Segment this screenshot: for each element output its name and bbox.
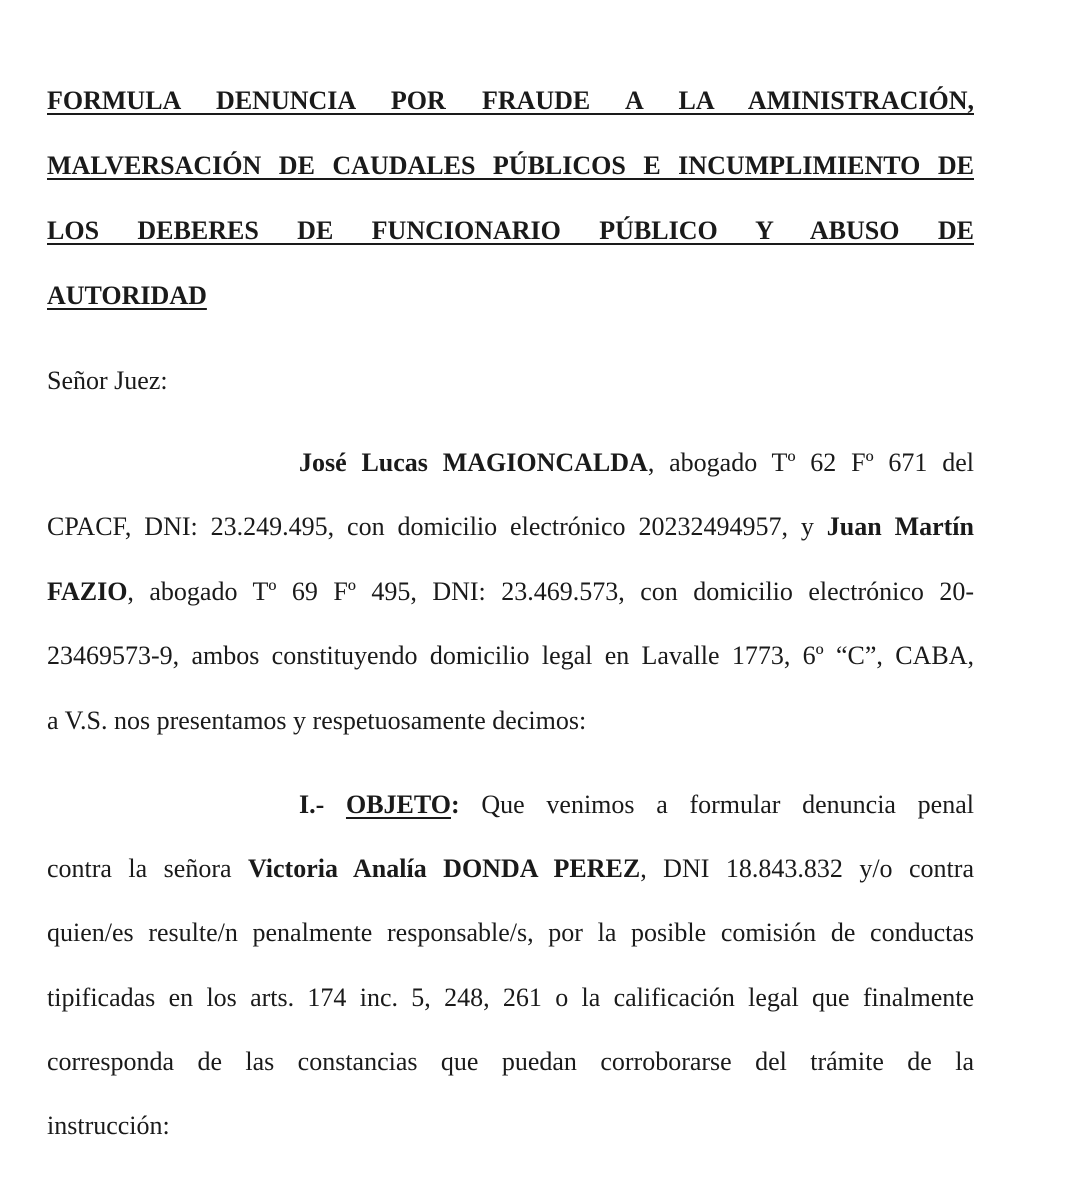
- intro-line-1-rest: , abogado Tº 62 Fº 671 del: [647, 448, 974, 477]
- title-line-3: LOS DEBERES DE FUNCIONARIO PÚBLICO Y ABUSO DE: [47, 216, 974, 245]
- section-number: I.-: [299, 790, 346, 819]
- intro-line-5: a V.S. nos presentamos y respetuosamente decimos:: [47, 706, 587, 735]
- section-objeto-line-2-post: , DNI 18.843.832 y/o contra: [640, 854, 974, 883]
- lawyer-name-2-last: FAZIO: [47, 577, 128, 606]
- lawyer-name-1: José Lucas MAGIONCALDA: [299, 448, 648, 477]
- section-objeto-line-1: [299, 790, 974, 820]
- intro-line-2-text: CPACF, DNI: 23.249.495, con domicilio electrónico 20232494957, y: [47, 512, 827, 541]
- salutation: Señor Juez:: [47, 366, 168, 395]
- intro-line-3: [47, 577, 974, 607]
- section-objeto-line-4: tipificadas en los arts. 174 inc. 5, 248, 261 o la calificación legal que finalmente: [47, 983, 974, 1012]
- section-objeto-line-1-rest: Que venimos a formular denuncia penal: [459, 790, 974, 819]
- intro-line-4: 23469573-9, ambos constituyendo domicilio legal en Lavalle 1773, 6º “C”, CABA,: [47, 641, 974, 670]
- title-line-2: MALVERSACIÓN DE CAUDALES PÚBLICOS E INCUMPLIMIENTO DE: [47, 151, 974, 180]
- intro-line-1: [299, 448, 974, 478]
- section-objeto-line-3: quien/es resulte/n penalmente responsable/s, por la posible comisión de conductas: [47, 918, 974, 947]
- section-objeto-line-6: instrucción:: [47, 1111, 170, 1140]
- section-heading-colon: :: [451, 790, 460, 819]
- lawyer-name-2-first: Juan Martín: [826, 512, 974, 541]
- section-objeto-line-2: [47, 854, 974, 884]
- title-line-4: AUTORIDAD: [47, 281, 207, 310]
- title-line-1: FORMULA DENUNCIA POR FRAUDE A LA AMINISTRACIÓN,: [47, 86, 974, 115]
- accused-name: Victoria Analía DONDA PEREZ: [247, 854, 641, 883]
- section-heading: OBJETO: [345, 790, 451, 819]
- section-objeto-line-5: corresponda de las constancias que puedan corroborarse del trámite de la: [47, 1047, 974, 1076]
- intro-line-3-rest: , abogado Tº 69 Fº 495, DNI: 23.469.573, con domicilio electrónico 20-: [127, 577, 974, 606]
- section-objeto-line-2-pre: contra la señora: [47, 854, 248, 883]
- intro-line-2: [47, 512, 974, 542]
